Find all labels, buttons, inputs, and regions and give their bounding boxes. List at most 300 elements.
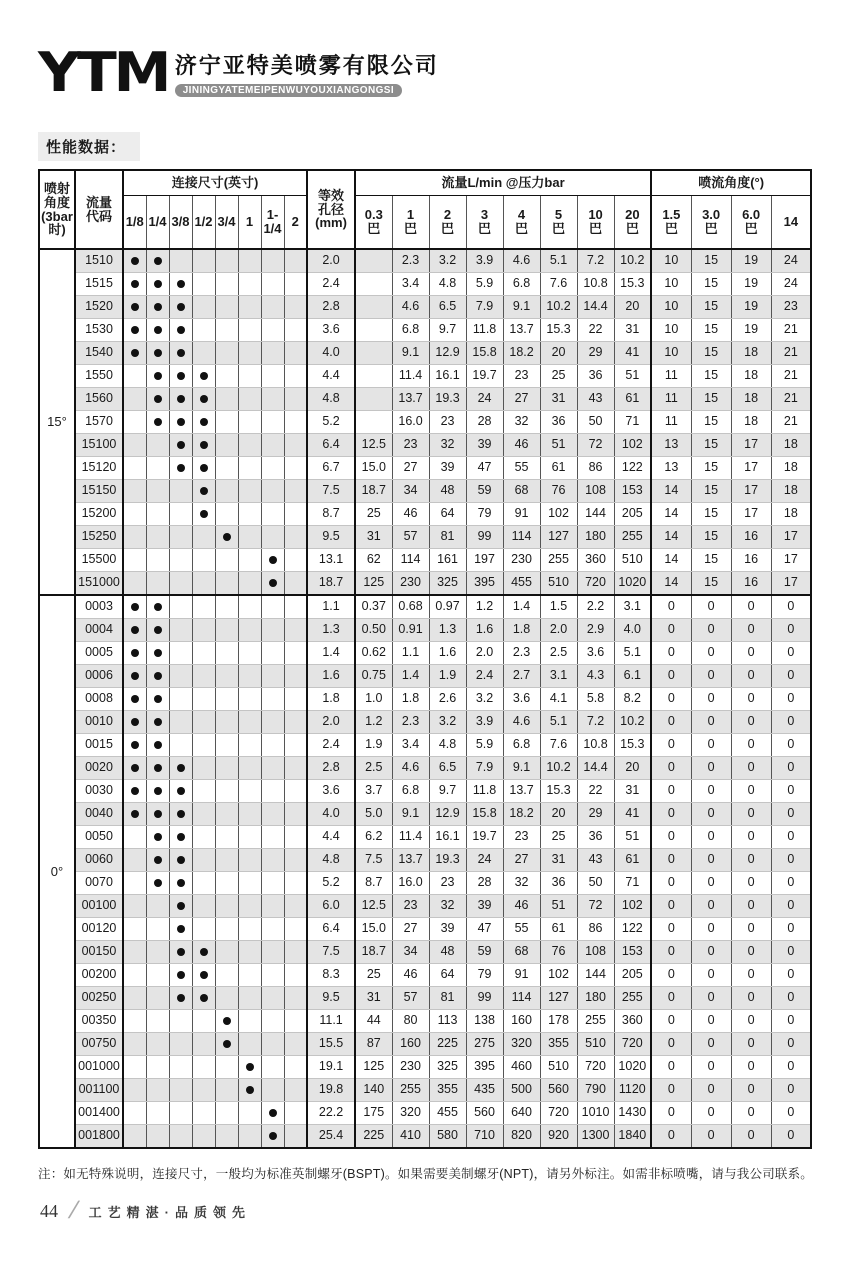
availability-dot-icon xyxy=(177,280,185,288)
cell-connection-2 xyxy=(284,411,307,434)
cell-connection-3/8 xyxy=(169,849,192,872)
cell-connection-1 xyxy=(238,803,261,826)
availability-dot-icon xyxy=(154,672,162,680)
availability-dot-icon xyxy=(200,971,208,979)
cell-connection-1/8 xyxy=(123,987,146,1010)
cell-connection-2 xyxy=(284,1125,307,1149)
cell-connection-3/4 xyxy=(215,1079,238,1102)
cell-jet-angle-14: 0 xyxy=(771,734,811,757)
cell-flow-3bar: 39 xyxy=(466,895,503,918)
cell-connection-1/8 xyxy=(123,918,146,941)
cell-connection-1/8 xyxy=(123,526,146,549)
cell-jet-angle-1.5: 0 xyxy=(651,918,691,941)
cell-jet-angle-1.5: 10 xyxy=(651,249,691,273)
table-row-1520 xyxy=(39,296,811,319)
cell-jet-angle-6.0: 0 xyxy=(731,826,771,849)
cell-flow-5bar: 127 xyxy=(540,987,577,1010)
pressure-value: 20 xyxy=(625,207,640,223)
cell-connection-3/4 xyxy=(215,757,238,780)
cell-flow-code: 00750 xyxy=(75,1033,123,1056)
cell-flow-1bar: 11.4 xyxy=(392,826,429,849)
cell-flow-3bar: 560 xyxy=(466,1102,503,1125)
cell-connection-1 xyxy=(238,688,261,711)
cell-jet-angle-6.0: 0 xyxy=(731,780,771,803)
cell-jet-angle-3.0: 15 xyxy=(691,296,731,319)
availability-dot-icon xyxy=(177,441,185,449)
cell-connection-1/4 xyxy=(146,665,169,688)
cell-aperture: 6.4 xyxy=(307,434,355,457)
cell-connection-1/4 xyxy=(146,826,169,849)
cell-flow-5bar: 15.3 xyxy=(540,319,577,342)
cell-flow-0.3bar: 1.0 xyxy=(355,688,392,711)
cell-jet-angle-3.0: 0 xyxy=(691,688,731,711)
cell-flow-10bar: 720 xyxy=(577,1056,614,1079)
cell-flow-3bar: 24 xyxy=(466,849,503,872)
cell-jet-angle-14: 21 xyxy=(771,319,811,342)
cell-jet-angle-1.5: 14 xyxy=(651,549,691,572)
cell-flow-20bar: 1020 xyxy=(614,572,651,596)
cell-flow-5bar: 178 xyxy=(540,1010,577,1033)
cell-connection-1-1/4 xyxy=(261,480,284,503)
cell-flow-3bar: 710 xyxy=(466,1125,503,1149)
cell-jet-angle-1.5: 10 xyxy=(651,273,691,296)
cell-connection-1/2 xyxy=(192,1079,215,1102)
cell-jet-angle-3.0: 15 xyxy=(691,503,731,526)
cell-connection-2 xyxy=(284,249,307,273)
cell-connection-3/8 xyxy=(169,665,192,688)
cell-jet-angle-14: 0 xyxy=(771,595,811,619)
cell-aperture: 15.5 xyxy=(307,1033,355,1056)
cell-flow-3bar: 99 xyxy=(466,987,503,1010)
cell-flow-4bar: 230 xyxy=(503,549,540,572)
cell-jet-angle-14: 0 xyxy=(771,987,811,1010)
cell-flow-3bar: 275 xyxy=(466,1033,503,1056)
cell-flow-2bar: 64 xyxy=(429,503,466,526)
cell-flow-0.3bar: 6.2 xyxy=(355,826,392,849)
cell-connection-2 xyxy=(284,503,307,526)
cell-connection-1/4 xyxy=(146,549,169,572)
cell-flow-3bar: 15.8 xyxy=(466,342,503,365)
cell-flow-10bar: 22 xyxy=(577,319,614,342)
cell-connection-1/2 xyxy=(192,1102,215,1125)
cell-jet-angle-1.5: 0 xyxy=(651,941,691,964)
cell-flow-4bar: 3.6 xyxy=(503,688,540,711)
col-header-size-1/8: 1/8 xyxy=(123,196,146,250)
cell-connection-3/8 xyxy=(169,826,192,849)
performance-table xyxy=(38,169,812,1149)
cell-connection-2 xyxy=(284,987,307,1010)
cell-connection-1/8 xyxy=(123,1125,146,1149)
cell-connection-1/8 xyxy=(123,595,146,619)
cell-connection-1 xyxy=(238,1125,261,1149)
cell-flow-3bar: 3.9 xyxy=(466,711,503,734)
cell-jet-angle-3.0: 0 xyxy=(691,665,731,688)
cell-flow-10bar: 29 xyxy=(577,342,614,365)
cell-flow-20bar: 255 xyxy=(614,526,651,549)
cell-jet-angle-1.5: 13 xyxy=(651,457,691,480)
cell-jet-angle-6.0: 18 xyxy=(731,411,771,434)
cell-flow-20bar: 205 xyxy=(614,503,651,526)
cell-jet-angle-3.0: 0 xyxy=(691,595,731,619)
cell-jet-angle-3.0: 15 xyxy=(691,526,731,549)
cell-flow-2bar: 1.9 xyxy=(429,665,466,688)
cell-connection-3/8 xyxy=(169,342,192,365)
cell-flow-20bar: 15.3 xyxy=(614,734,651,757)
cell-jet-angle-14: 0 xyxy=(771,872,811,895)
cell-connection-3/4 xyxy=(215,457,238,480)
cell-connection-1-1/4 xyxy=(261,665,284,688)
cell-jet-angle-1.5: 13 xyxy=(651,434,691,457)
cell-flow-20bar: 41 xyxy=(614,342,651,365)
cell-flow-5bar: 4.1 xyxy=(540,688,577,711)
availability-dot-icon xyxy=(177,856,185,864)
cell-jet-angle-3.0: 0 xyxy=(691,1079,731,1102)
cell-flow-1bar: 6.8 xyxy=(392,319,429,342)
cell-jet-angle-6.0: 16 xyxy=(731,549,771,572)
availability-dot-icon xyxy=(177,925,185,933)
pressure-unit: 巴 xyxy=(404,221,418,236)
table-row-15120 xyxy=(39,457,811,480)
footer-tagline: 工艺精湛·品质领先 xyxy=(88,1204,252,1220)
cell-connection-1/8 xyxy=(123,1033,146,1056)
cell-flow-0.3bar: 31 xyxy=(355,526,392,549)
cell-jet-angle-1.5: 0 xyxy=(651,757,691,780)
cell-flow-0.3bar: 62 xyxy=(355,549,392,572)
cell-connection-3/4 xyxy=(215,342,238,365)
cell-flow-code: 001000 xyxy=(75,1056,123,1079)
cell-flow-1bar: 0.68 xyxy=(392,595,429,619)
cell-connection-3/8 xyxy=(169,918,192,941)
availability-dot-icon xyxy=(131,326,139,334)
cell-connection-2 xyxy=(284,296,307,319)
table-row-0003 xyxy=(39,595,811,619)
cell-flow-5bar: 1.5 xyxy=(540,595,577,619)
table-row-15500 xyxy=(39,549,811,572)
table-row-1530 xyxy=(39,319,811,342)
cell-aperture: 2.0 xyxy=(307,711,355,734)
cell-connection-1 xyxy=(238,388,261,411)
cell-connection-3/8 xyxy=(169,1010,192,1033)
table-row-1560 xyxy=(39,388,811,411)
cell-flow-5bar: 31 xyxy=(540,849,577,872)
availability-dot-icon xyxy=(200,418,208,426)
cell-jet-angle-3.0: 0 xyxy=(691,849,731,872)
cell-flow-3bar: 47 xyxy=(466,457,503,480)
cell-flow-5bar: 10.2 xyxy=(540,757,577,780)
cell-flow-code: 1560 xyxy=(75,388,123,411)
cell-connection-2 xyxy=(284,434,307,457)
cell-flow-5bar: 255 xyxy=(540,549,577,572)
cell-connection-3/4 xyxy=(215,273,238,296)
availability-dot-icon xyxy=(269,1132,277,1140)
availability-dot-icon xyxy=(269,556,277,564)
cell-flow-3bar: 99 xyxy=(466,526,503,549)
ytm-logo: YTM xyxy=(38,41,169,104)
cell-connection-1 xyxy=(238,987,261,1010)
cell-flow-3bar: 7.9 xyxy=(466,757,503,780)
col-header-pressure-3bar xyxy=(466,196,503,250)
cell-flow-3bar: 79 xyxy=(466,503,503,526)
cell-flow-1bar: 13.7 xyxy=(392,849,429,872)
availability-dot-icon xyxy=(131,695,139,703)
cell-jet-angle-14: 0 xyxy=(771,941,811,964)
cell-connection-2 xyxy=(284,642,307,665)
table-row-001100 xyxy=(39,1079,811,1102)
cell-connection-1/8 xyxy=(123,619,146,642)
cell-connection-3/8 xyxy=(169,296,192,319)
cell-connection-1 xyxy=(238,849,261,872)
cell-connection-2 xyxy=(284,619,307,642)
cell-connection-2 xyxy=(284,1033,307,1056)
cell-connection-1/2 xyxy=(192,918,215,941)
cell-flow-0.3bar xyxy=(355,296,392,319)
cell-jet-angle-6.0: 18 xyxy=(731,365,771,388)
cell-flow-1bar: 255 xyxy=(392,1079,429,1102)
cell-flow-2bar: 113 xyxy=(429,1010,466,1033)
col-header-spray-angle: 喷射 角度 (3bar 时) xyxy=(39,170,75,249)
cell-flow-code: 15100 xyxy=(75,434,123,457)
cell-connection-1-1/4 xyxy=(261,273,284,296)
cell-flow-4bar: 68 xyxy=(503,480,540,503)
cell-connection-1/4 xyxy=(146,1033,169,1056)
cell-flow-1bar: 27 xyxy=(392,918,429,941)
cell-connection-1-1/4 xyxy=(261,249,284,273)
availability-dot-icon xyxy=(154,603,162,611)
cell-connection-1 xyxy=(238,619,261,642)
cell-jet-angle-14: 0 xyxy=(771,826,811,849)
cell-flow-2bar: 580 xyxy=(429,1125,466,1149)
cell-flow-5bar: 510 xyxy=(540,1056,577,1079)
cell-flow-0.3bar: 3.7 xyxy=(355,780,392,803)
col-header-pressure-0.3bar xyxy=(355,196,392,250)
cell-flow-1bar: 34 xyxy=(392,480,429,503)
cell-flow-4bar: 32 xyxy=(503,872,540,895)
cell-connection-1-1/4 xyxy=(261,918,284,941)
cell-jet-angle-6.0: 0 xyxy=(731,895,771,918)
cell-flow-20bar: 255 xyxy=(614,987,651,1010)
col-header-pressure-1bar xyxy=(392,196,429,250)
cell-flow-10bar: 2.9 xyxy=(577,619,614,642)
cell-connection-1 xyxy=(238,480,261,503)
spray-angle-group-label: 15° xyxy=(39,249,75,595)
cell-flow-4bar: 114 xyxy=(503,987,540,1010)
cell-flow-1bar: 57 xyxy=(392,526,429,549)
cell-flow-5bar: 76 xyxy=(540,480,577,503)
cell-flow-20bar: 122 xyxy=(614,918,651,941)
cell-jet-angle-14: 24 xyxy=(771,249,811,273)
availability-dot-icon xyxy=(177,764,185,772)
cell-connection-1/2 xyxy=(192,273,215,296)
cell-connection-3/4 xyxy=(215,1125,238,1149)
cell-flow-1bar: 230 xyxy=(392,572,429,596)
cell-jet-angle-14: 0 xyxy=(771,1033,811,1056)
cell-connection-1/4 xyxy=(146,1056,169,1079)
cell-connection-1/4 xyxy=(146,711,169,734)
cell-flow-0.3bar: 140 xyxy=(355,1079,392,1102)
cell-connection-3/8 xyxy=(169,526,192,549)
cell-connection-1/4 xyxy=(146,849,169,872)
cell-flow-code: 0060 xyxy=(75,849,123,872)
cell-flow-code: 1510 xyxy=(75,249,123,273)
cell-flow-20bar: 153 xyxy=(614,480,651,503)
cell-connection-3/8 xyxy=(169,1079,192,1102)
cell-flow-2bar: 81 xyxy=(429,987,466,1010)
availability-dot-icon xyxy=(200,994,208,1002)
cell-flow-0.3bar: 7.5 xyxy=(355,849,392,872)
cell-connection-1 xyxy=(238,826,261,849)
cell-aperture: 1.8 xyxy=(307,688,355,711)
availability-dot-icon xyxy=(177,994,185,1002)
cell-jet-angle-6.0: 18 xyxy=(731,388,771,411)
table-row-0050 xyxy=(39,826,811,849)
cell-flow-2bar: 19.3 xyxy=(429,849,466,872)
cell-connection-1 xyxy=(238,1079,261,1102)
cell-flow-5bar: 355 xyxy=(540,1033,577,1056)
table-row-001000 xyxy=(39,1056,811,1079)
cell-connection-1-1/4 xyxy=(261,1010,284,1033)
cell-jet-angle-14: 0 xyxy=(771,918,811,941)
cell-flow-5bar: 36 xyxy=(540,411,577,434)
cell-connection-1/4 xyxy=(146,964,169,987)
jet-pressure-unit: 巴 xyxy=(664,221,678,236)
cell-connection-2 xyxy=(284,365,307,388)
cell-flow-3bar: 1.6 xyxy=(466,619,503,642)
cell-flow-10bar: 790 xyxy=(577,1079,614,1102)
cell-connection-1/8 xyxy=(123,895,146,918)
cell-connection-3/8 xyxy=(169,688,192,711)
cell-flow-0.3bar: 0.75 xyxy=(355,665,392,688)
cell-flow-10bar: 108 xyxy=(577,941,614,964)
cell-connection-1/4 xyxy=(146,319,169,342)
cell-flow-2bar: 225 xyxy=(429,1033,466,1056)
cell-connection-1/2 xyxy=(192,734,215,757)
cell-flow-20bar: 720 xyxy=(614,1033,651,1056)
cell-connection-3/4 xyxy=(215,780,238,803)
table-row-1550 xyxy=(39,365,811,388)
cell-flow-10bar: 14.4 xyxy=(577,757,614,780)
cell-connection-3/4 xyxy=(215,249,238,273)
spray-angle-group-label: 0° xyxy=(39,595,75,1148)
cell-flow-10bar: 3.6 xyxy=(577,642,614,665)
cell-flow-10bar: 29 xyxy=(577,803,614,826)
section-title: 性能数据： xyxy=(38,132,140,161)
cell-connection-1 xyxy=(238,665,261,688)
cell-flow-2bar: 16.1 xyxy=(429,365,466,388)
cell-connection-1-1/4 xyxy=(261,872,284,895)
cell-flow-code: 1550 xyxy=(75,365,123,388)
company-name: 济宁亚特美喷雾有限公司 xyxy=(174,53,439,78)
cell-jet-angle-3.0: 0 xyxy=(691,941,731,964)
cell-connection-2 xyxy=(284,895,307,918)
cell-connection-1/8 xyxy=(123,1079,146,1102)
cell-flow-20bar: 20 xyxy=(614,757,651,780)
cell-connection-3/8 xyxy=(169,987,192,1010)
cell-connection-2 xyxy=(284,480,307,503)
cell-connection-1-1/4 xyxy=(261,688,284,711)
cell-flow-0.3bar xyxy=(355,273,392,296)
cell-connection-1 xyxy=(238,711,261,734)
cell-flow-0.3bar: 125 xyxy=(355,572,392,596)
cell-jet-angle-1.5: 10 xyxy=(651,296,691,319)
cell-connection-1/2 xyxy=(192,572,215,596)
table-row-1570 xyxy=(39,411,811,434)
cell-flow-5bar: 102 xyxy=(540,964,577,987)
cell-aperture: 8.3 xyxy=(307,964,355,987)
cell-flow-5bar: 5.1 xyxy=(540,711,577,734)
availability-dot-icon xyxy=(200,464,208,472)
cell-jet-angle-1.5: 0 xyxy=(651,1079,691,1102)
table-row-1515 xyxy=(39,273,811,296)
cell-flow-20bar: 51 xyxy=(614,826,651,849)
cell-connection-3/8 xyxy=(169,249,192,273)
cell-aperture: 19.1 xyxy=(307,1056,355,1079)
cell-connection-3/4 xyxy=(215,918,238,941)
cell-flow-0.3bar: 1.9 xyxy=(355,734,392,757)
jet-pressure-value: 1.5 xyxy=(662,207,681,223)
cell-flow-20bar: 205 xyxy=(614,964,651,987)
cell-flow-5bar: 7.6 xyxy=(540,734,577,757)
cell-connection-3/8 xyxy=(169,734,192,757)
cell-connection-2 xyxy=(284,711,307,734)
cell-jet-angle-14: 18 xyxy=(771,457,811,480)
cell-flow-code: 00120 xyxy=(75,918,123,941)
cell-flow-2bar: 16.1 xyxy=(429,826,466,849)
cell-connection-2 xyxy=(284,572,307,596)
cell-flow-2bar: 0.97 xyxy=(429,595,466,619)
footer-divider: / xyxy=(65,1197,82,1224)
cell-flow-10bar: 50 xyxy=(577,872,614,895)
cell-flow-5bar: 20 xyxy=(540,342,577,365)
cell-jet-angle-6.0: 18 xyxy=(731,342,771,365)
cell-flow-3bar: 19.7 xyxy=(466,365,503,388)
cell-flow-4bar: 13.7 xyxy=(503,319,540,342)
cell-flow-3bar: 15.8 xyxy=(466,803,503,826)
cell-jet-angle-14: 0 xyxy=(771,803,811,826)
cell-jet-angle-14: 0 xyxy=(771,1125,811,1149)
cell-jet-angle-6.0: 0 xyxy=(731,642,771,665)
cell-connection-1/8 xyxy=(123,273,146,296)
col-header-size-3/8: 3/8 xyxy=(169,196,192,250)
cell-flow-0.3bar: 0.50 xyxy=(355,619,392,642)
cell-flow-1bar: 9.1 xyxy=(392,803,429,826)
cell-jet-angle-14: 0 xyxy=(771,688,811,711)
cell-flow-5bar: 7.6 xyxy=(540,273,577,296)
cell-flow-5bar: 2.5 xyxy=(540,642,577,665)
cell-flow-2bar: 3.2 xyxy=(429,711,466,734)
cell-jet-angle-14: 24 xyxy=(771,273,811,296)
cell-flow-code: 00250 xyxy=(75,987,123,1010)
cell-flow-20bar: 360 xyxy=(614,1010,651,1033)
cell-flow-10bar: 36 xyxy=(577,826,614,849)
cell-flow-code: 1515 xyxy=(75,273,123,296)
cell-connection-2 xyxy=(284,1010,307,1033)
cell-flow-4bar: 160 xyxy=(503,1010,540,1033)
cell-connection-3/8 xyxy=(169,549,192,572)
cell-flow-0.3bar: 5.0 xyxy=(355,803,392,826)
cell-jet-angle-1.5: 0 xyxy=(651,849,691,872)
cell-jet-angle-14: 0 xyxy=(771,619,811,642)
cell-connection-1/4 xyxy=(146,780,169,803)
col-header-jet-3.0 xyxy=(691,196,731,250)
availability-dot-icon xyxy=(177,787,185,795)
cell-flow-10bar: 360 xyxy=(577,549,614,572)
pressure-value: 5 xyxy=(554,207,563,223)
cell-jet-angle-14: 23 xyxy=(771,296,811,319)
availability-dot-icon xyxy=(154,718,162,726)
cell-aperture: 9.5 xyxy=(307,987,355,1010)
cell-connection-1/2 xyxy=(192,665,215,688)
cell-jet-angle-3.0: 0 xyxy=(691,780,731,803)
